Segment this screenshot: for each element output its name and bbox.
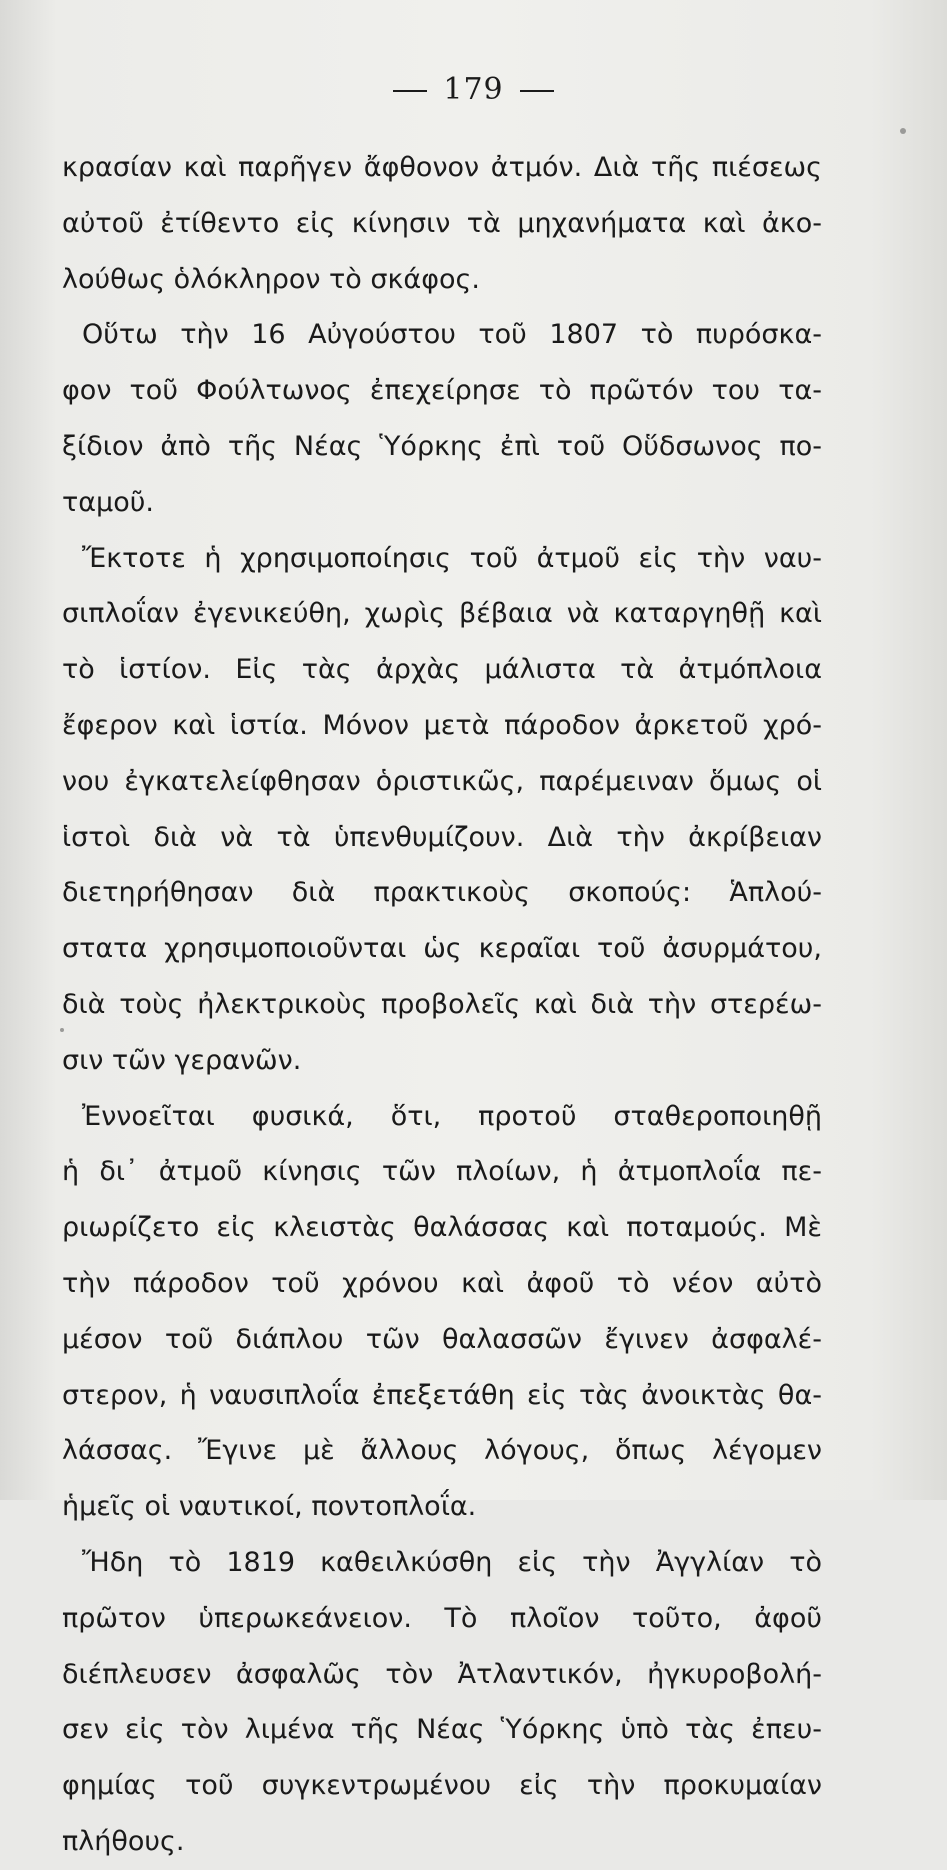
text-line: λάσσας. Ἔγινε μὲ ἄλλους λόγους, ὅπως λέγομεν	[62, 1435, 822, 1467]
text-line: πρῶτον ὑπερωκεάνειον. Τὸ πλοῖον τοῦτο, ἀφοῦ	[62, 1602, 822, 1634]
header-dash-left	[393, 90, 427, 92]
text-line: σιν τῶν γερανῶν.	[62, 1044, 302, 1076]
paper-speck	[900, 128, 906, 134]
header-dash-right	[520, 90, 554, 92]
text-line: Ἐννοεῖται φυσικά, ὅτι, προτοῦ σταθεροποιηθῇ	[82, 1100, 822, 1132]
text-line: ἡμεῖς οἱ ναυτικοί, ποντοπλοΐα.	[62, 1491, 477, 1523]
text-line: κρασίαν καὶ παρῆγεν ἄφθονον ἀτμόν. Διὰ τῆς πιέσεως	[62, 152, 822, 183]
text-line: σιπλοΐαν ἐγενικεύθη, χωρὶς βέβαια νὰ καταργηθῇ καὶ	[62, 598, 822, 630]
text-line: ἔφερον καὶ ἱστία. Μόνον μετὰ πάροδον ἀρκετοῦ χρό-	[62, 709, 822, 741]
page-number: 179	[443, 72, 504, 107]
text-line: στατα χρησιμοποιοῦνται ὡς κεραῖαι τοῦ ἀσυρμάτου,	[62, 933, 822, 965]
text-line: αὐτοῦ ἐτίθεντο εἰς κίνησιν τὰ μηχανήματα καὶ ἀκο-	[62, 207, 822, 239]
text-line: πλήθους.	[62, 1825, 185, 1857]
text-line: ριωρίζετο εἰς κλειστὰς θαλάσσας καὶ ποταμούς. Μὲ	[62, 1212, 822, 1244]
text-line: Ἤδη τὸ 1819 καθειλκύσθη εἰς τὴν Ἀγγλίαν τὸ	[82, 1546, 822, 1578]
text-line: ἡ δι᾿ ἀτμοῦ κίνησις τῶν πλοίων, ἡ ἀτμοπλοΐα πε-	[62, 1156, 822, 1188]
text-line: στερον, ἡ ναυσιπλοΐα ἐπεξετάθη εἰς τὰς ἀνοικτὰς θα-	[62, 1379, 822, 1411]
text-line: διὰ τοὺς ἠλεκτρικοὺς προβολεῖς καὶ διὰ τὴν στερέω-	[62, 988, 822, 1020]
text-line: τὸ ἱστίον. Εἰς τὰς ἀρχὰς μάλιστα τὰ ἀτμόπλοια	[62, 654, 822, 686]
text-line: φημίας τοῦ συγκεντρωμένου εἰς τὴν προκυμαίαν	[62, 1770, 822, 1802]
text-line: σεν εἰς τὸν λιμένα τῆς Νέας Ὑόρκης ὑπὸ τὰς ἐπευ-	[62, 1714, 822, 1746]
text-line: διέπλευσεν ἀσφαλῶς τὸν Ἀτλαντικόν, ἠγκυροβολή-	[62, 1658, 822, 1690]
text-line: διετηρήθησαν διὰ πρακτικοὺς σκοπούς: Ἁπλού-	[62, 877, 822, 909]
text-line: Οὕτω τὴν 16 Αὐγούστου τοῦ 1807 τὸ πυρόσκα-	[82, 319, 822, 351]
page-header	[0, 72, 947, 107]
text-line: μέσον τοῦ διάπλου τῶν θαλασσῶν ἔγινεν ἀσφαλέ-	[62, 1323, 822, 1355]
body-text	[62, 140, 822, 1870]
text-line: Ἔκτοτε ἡ χρησιμοποίησις τοῦ ἀτμοῦ εἰς τὴν ναυ-	[82, 542, 822, 574]
text-line: φον τοῦ Φούλτωνος ἐπεχείρησε τὸ πρῶτόν του τα-	[62, 375, 822, 407]
text-line: ἱστοὶ διὰ νὰ τὰ ὑπενθυμίζουν. Διὰ τὴν ἀκρίβειαν	[62, 821, 822, 853]
text-line: τὴν πάροδον τοῦ χρόνου καὶ ἀφοῦ τὸ νέον αὐτὸ	[62, 1267, 822, 1299]
text-line: νου ἐγκατελείφθησαν ὁριστικῶς, παρέμειναν ὅμως οἱ	[62, 765, 822, 797]
text-line: ταμοῦ.	[62, 486, 154, 518]
text-line: ξίδιον ἀπὸ τῆς Νέας Ὑόρκης ἐπὶ τοῦ Οὕδσωνος πο-	[62, 430, 822, 462]
text-line: λούθως ὁλόκληρον τὸ σκάφος.	[62, 263, 480, 295]
